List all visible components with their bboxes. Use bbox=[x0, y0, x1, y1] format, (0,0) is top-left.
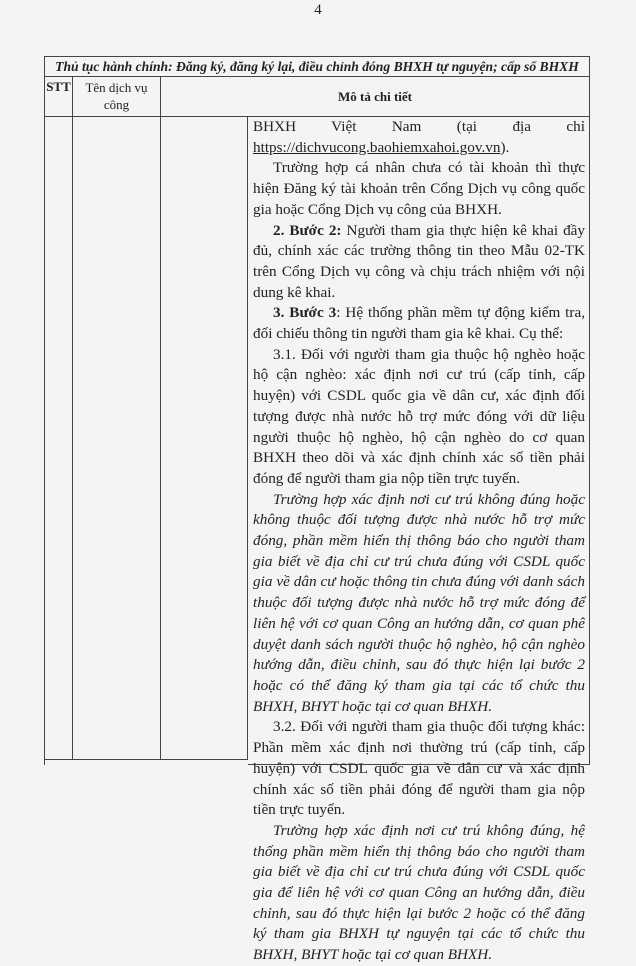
paragraph-account: Trường hợp cá nhân chưa có tài khoản thì thực hiện Đăng ký tài khoản trên Cổng Dịch vụ công quốc gia hoặc Cổng Dịch vụ công của BHXH. bbox=[253, 159, 585, 218]
paragraph-3-1-note: Trường hợp xác định nơi cư trú không đúng hoặc không thuộc đối tượng được nhà nước hỗ trợ mức đóng, phần mềm hiển thị thông báo cho người tham gia biết về địa chỉ cư trú chưa đúng với CSDL quốc gia về dân cư hoặc thông tin chưa đúng với danh sách thuộc đối tượng được nhà nước hỗ trợ mức đóng để liên hệ với cơ quan Công an hướng dẫn, cơ quan phê duyệt danh sách người thuộc hộ nghèo, hộ cận nghèo hướng dẫn, điều chỉnh, sau đó thực hiện lại bước 2 hoặc có thể đăng ký tham gia tại các tổ chức thu BHXH, BHYT hoặc tại cơ quan BHXH. bbox=[253, 490, 585, 715]
step-3-label: 3. Bước 3 bbox=[273, 304, 337, 322]
header-service-name: Tên dịch vụ công bbox=[73, 77, 161, 116]
paragraph-3-2-note: Trường hợp xác định nơi cư trú không đúng, hệ thống phần mềm hiển thị thông báo cho người tham gia biết về địa chỉ cư trú chưa đúng với CSDL quốc gia để liên hệ với cơ quan Công an hướng dẫn, điều chỉnh, sau đó thực hiện lại bước 2 hoặc có thể đăng ký tham gia BHXH tự nguyện tại các tổ chức thu BHXH, BHYT hoặc tại cơ quan BHXH. bbox=[253, 821, 585, 964]
page-number: 4 bbox=[314, 2, 322, 18]
paragraph-3-2: 3.2. Đối với người tham gia thuộc đối tượng khác: Phần mềm xác định nơi thường trú (cấp tỉnh, cấp huyện) với CSDL quốc gia về dân cư và xác định chính xác số tiền phải đóng để người tham gia nộp tiền trực tuyến. bbox=[253, 718, 585, 819]
step-2-label: 2. Bước 2: bbox=[273, 221, 342, 239]
procedure-table bbox=[44, 56, 590, 964]
paragraph-step-2 bbox=[253, 221, 585, 304]
paragraph-3-1: 3.1. Đối với người tham gia thuộc hộ nghèo hoặc hộ cận nghèo: xác định nơi cư trú (cấp tỉnh, cấp huyện) với CSDL quốc gia về dân cư, xác định đối tượng được nhà nước hỗ trợ mức đóng với dữ liệu người thuộc hộ nghèo, hộ cận nghèo do cơ quan BHXH theo dõi và xác định chính xác số tiền phải đóng để người tham gia nộp tiền trực tuyến. bbox=[253, 345, 585, 487]
table-header-row bbox=[45, 77, 589, 117]
text: BHXH Việt Nam (tại địa chỉ bbox=[253, 118, 585, 135]
table-title: Thủ tục hành chính: Đăng ký, đăng ký lại, điều chỉnh đóng BHXH tự nguyện; cấp số BHXH bbox=[45, 57, 589, 77]
cell-step-label bbox=[161, 117, 248, 760]
cell-stt bbox=[45, 117, 73, 760]
portal-link[interactable]: https://dichvucong.baohiemxahoi.gov.vn bbox=[253, 138, 501, 156]
table-row bbox=[45, 117, 589, 964]
header-stt: STT bbox=[45, 77, 73, 116]
cell-service-name bbox=[73, 117, 161, 760]
paragraph-address bbox=[253, 117, 585, 158]
header-description: Mô tả chi tiết bbox=[337, 88, 412, 104]
text: Người tham gia thực hiện kê khai đầy đủ, chính xác các trường thông tin theo Mẫu 02-TK trên Cổng Dịch vụ công và chịu trách nhiệm với nội dung kê khai. bbox=[253, 221, 586, 301]
paragraph-step-3 bbox=[253, 303, 585, 344]
cell-description bbox=[248, 117, 589, 964]
text: : Hệ thống phần mềm tự động kiểm tra, đối chiếu thông tin người tham gia kê khai. Cụ thể: bbox=[253, 304, 585, 343]
text: ). bbox=[500, 138, 510, 156]
